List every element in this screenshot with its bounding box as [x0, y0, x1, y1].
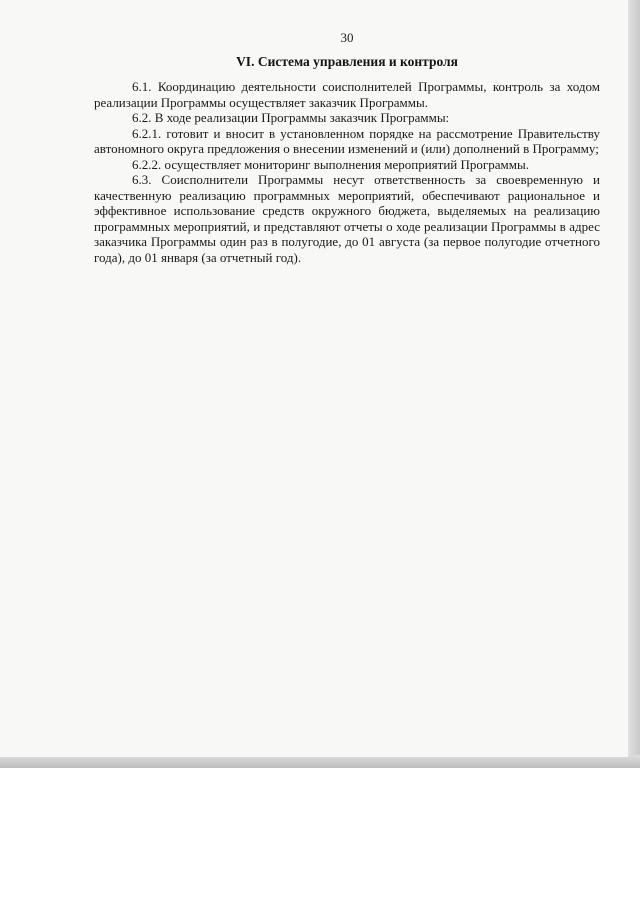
- page-number: 30: [340, 30, 354, 45]
- scan-edge-right: [626, 0, 640, 768]
- paragraph-6-2: 6.2. В ходе реализации Программы заказчик Программы:: [132, 110, 450, 125]
- paragraph-6-2-2: 6.2.2. осуществляет мониторинг выполнения мероприятий Программы.: [132, 156, 529, 172]
- section-body: [94, 79, 600, 265]
- paragraph-6-2-1: 6.2.1. готовит и вносит в установленном порядке на рассмотрение Правительству автономного округа предложения о внесении изменений и (или) дополнений в Программу;: [94, 125, 600, 156]
- paragraph-6-3: 6.3. Соисполнители Программы несут ответственность за своевременную и качественную реализацию программных мероприятий, обеспечивают рациональное и эффективное использование средств окружного бюджета, выделяемых на реализацию программных мероприятий, и представляют отчеты о ходе реализации Программы в адрес заказчика Программы один раз в полугодие, до 01 августа (за первое полугодие отчетного года), до 01 января (за отчетный год).: [94, 172, 600, 265]
- paragraph-6-1: 6.1. Координацию деятельности соисполнителей Программы, контроль за ходом реализации Программы осуществляет заказчик Программы.: [94, 79, 600, 110]
- section-heading: VI. Система управления и контроля: [236, 54, 458, 69]
